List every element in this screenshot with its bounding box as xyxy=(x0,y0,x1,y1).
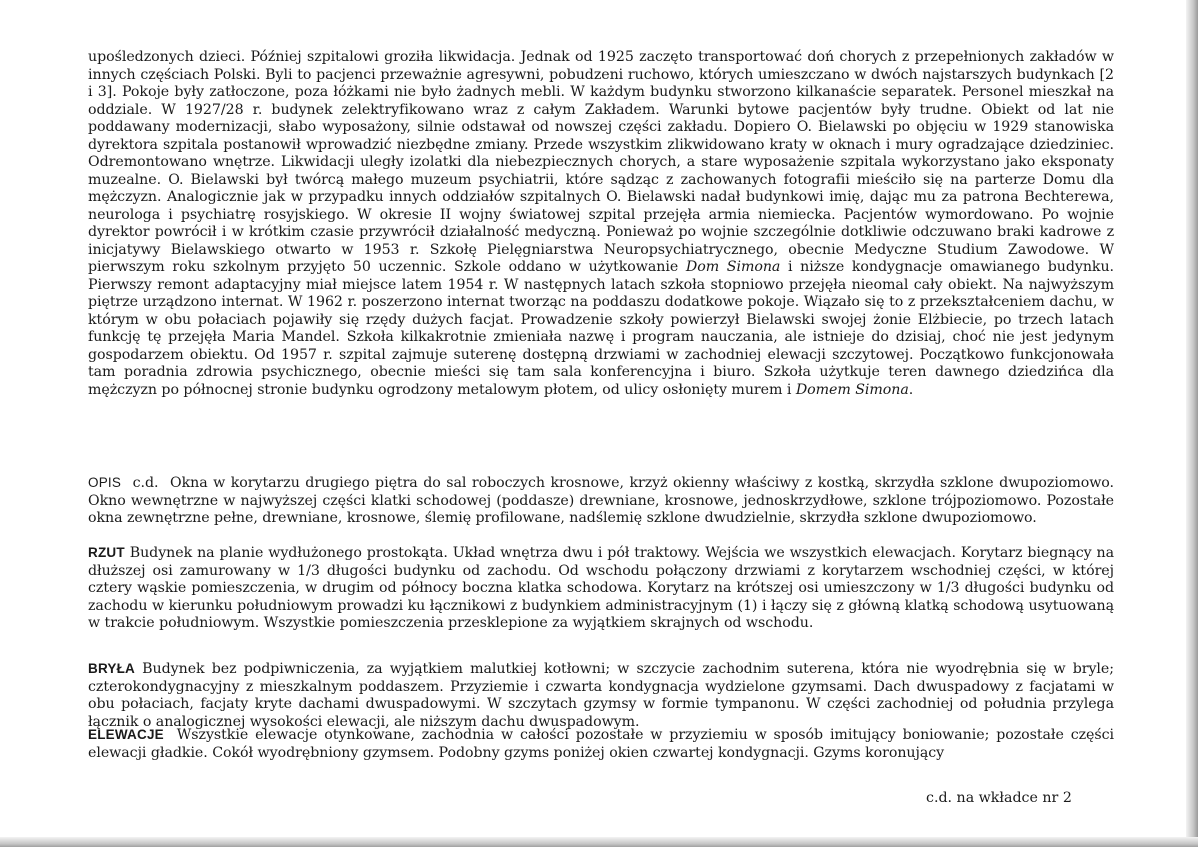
continuation-note: c.d. na wkładce nr 2 xyxy=(926,790,1072,806)
history-text-3: . xyxy=(908,381,914,398)
opis-suffix: c.d. xyxy=(132,475,159,491)
section-bryla xyxy=(88,660,1114,731)
history-text-2: i niższe kondygnacje omawianego budynku. Pierwszy remont adaptacyjny miał miejsce latem 1954 r. W następnych latach szkoła stopniowo przejęła nieomal cały obiekt. Na najwyższym piętrze urządzono internat. W 1962 r. poszerzono internat tworząc na poddaszu dodatkowe pokoje. Wiązało się to z przekształceniem dachu, w którym w obu połaciach pojawiły się rzędy dużych facjat. Prowadzenie szkoły powierzył Bielawski swojej żonie Elżbiecie, po trzech latach funkcję tę przejęła Maria Mandel. Szkoła kilkakrotnie zmieniała nazwę i program nauczania, ale istnieje do dzisiaj, choć nie jest jedynym gospodarzem obiektu. Od 1957 r. szpital zajmuje suterenę dostępną drzwiami w zachodniej elewacji szczytowej. Początkowo funkcjonowała tam poradnia zdrowia psychicznego, obecnie mieści się tam sala konferencyjna i biuro. Szkoła użytkuje teren dawnego dziedzińca dla mężczyzn po północnej stronie budynku ogrodzony metalowym płotem, od ulicy osłonięty murem i xyxy=(88,259,1115,398)
elewacje-label: ELEWACJE xyxy=(88,727,164,742)
bryla-label: BRYŁA xyxy=(88,661,135,676)
history-paragraph xyxy=(88,49,1114,399)
section-rzut xyxy=(88,544,1114,633)
scan-edge-bottom xyxy=(0,837,1198,847)
opis-label: OPIS xyxy=(88,475,122,490)
dom-simona-italic: Dom Simona xyxy=(685,259,781,275)
rzut-label: RZUT xyxy=(88,545,125,560)
history-text-1: upośledzonych dzieci. Później szpitalowi groziła likwidacja. Jednak od 1925 zaczęto transportować doń chorych z przepełnionych zakładów w innych częściach Polski. Byli to pacjenci przeważnie agresywni, pobudzeni ruchowo, których umieszczano w dwóch najstarszych budynkach [2 i 3]. Pokoje były zatłoczone, poza łóżkami nie było żadnych mebli. W każdym budynku stworzono kilkanaście separatek. Personel mieszkał na oddziale. W 1927/28 r. budynek zelektryfikowano wraz z całym Zakładem. Warunki bytowe pacjentów były trudne. Obiekt od lat nie poddawany modernizacji, słabo wyposażony, silnie odstawał od nowszej części zakładu. Dopiero O. Bielawski po objęciu w 1929 stanowiska dyrektora szpitala postanowił wprowadzić niezbędne zmiany. Przede wszystkim zlikwidowano kraty w oknach i mury ogradzające dziedziniec. Odremontowano wnętrze. Likwidacji uległy izolatki dla niebezpiecznych chorych, a stare wyposażenie szpitala wykorzystano jako eksponaty muzealne. O. Bielawski był twórcą małego muzeum psychiatrii, które sądząc z zachowanych fotografii mieściło się na parterze Domu dla mężczyzn. Analogicznie jak w przypadku innych oddziałów szpitalnych O. Bielawski nadał budynkowi imię, dając mu za patrona Bechterewa, neurologa i psychiatrę rosyjskiego. W okresie II wojny światowej szpital przejęła armia niemiecka. Pacjentów wymordowano. Po wojnie dyrektor powrócił i w krótkim czasie przywrócił działalność medyczną. Ponieważ po wojnie szczególnie dotkliwie odczuwano braki kadrowe z inicjatywy Bielawskiego otwarto w 1953 r. Szkołę Pielęgniarstwa Neuropsychiatrycznego, obecnie Medyczne Studium Zawodowe. W pierwszym roku szkolnym przyjęto 50 uczennic. Szkole oddano w użytkowanie xyxy=(88,49,1114,275)
section-elewacje xyxy=(88,726,1114,762)
scan-edge-right xyxy=(1186,0,1198,847)
elewacje-text: Wszystkie elewacje otynkowane, zachodnia w całości pozostałe w przyziemiu w sposób imitujący boniowanie; pozostałe części elewacji gładkie. Cokół wyodrębniony gzymsem. Podobny gzyms poniżej okien czwartej kondygnacji. Gzyms koronujący xyxy=(88,727,1114,761)
bryla-text: Budynek bez podpiwniczenia, za wyjątkiem malutkiej kotłowni; w szczycie zachodnim suterena, która nie wyodrębnia się w bryle; czterokondygnacyjny z mieszkalnym poddaszem. Przyziemie i czwarta kondygnacja wydzielone gzymsami. Dach dwuspadowy z facjatami w obu połaciach, facjaty kryte dachami dwuspadowymi. W szczytach gzymsy w formie tympanonu. W części zachodniej od południa przylega łącznik o analogicznej wysokości elewacji, ale niższym dachu dwuspadowym. xyxy=(88,661,1114,730)
opis-text: Okna w korytarzu drugiego piętra do sal roboczych krosnowe, krzyż okienny właściwy z kostką, skrzydła szklone dwupoziomowo. Okno wewnętrzne w najwyższej części klatki schodowej (poddasze) drewniane, krosnowe, jednoskrzydłowe, szklone trójpoziomowo. Pozostałe okna zewnętrzne pełne, drewniane, krosnowe, ślemię profilowane, nadślemię szklone dwudzielnie, skrzydła szklone dwupoziomowo. xyxy=(88,475,1115,526)
domem-simona-italic: Domem Simona xyxy=(795,381,909,398)
rzut-text: Budynek na planie wydłużonego prostokąta. Układ wnętrza dwu i pół traktowy. Wejścia we wszystkich elewacjach. Korytarz biegnący na dłuższej osi zamurowany w 1/3 długości budynku od zachodu. Od wschodu połączony drzwiami z korytarzem wschodniej części, w której cztery wąskie pomieszczenia, w drugim od północy boczna klatka schodowa. Korytarz na krótszej osi umieszczony w 1/3 długości budynku od zachodu w kierunku południowym prowadzi ku łącznikowi z budynkiem administracyjnym (1) i łączy się z główną klatką schodową usytuowaną w trakcie południowym. Wszystkie pomieszczenia przesklepione za wyjątkiem skrajnych od wschodu. xyxy=(88,545,1114,631)
section-opis xyxy=(88,474,1114,528)
